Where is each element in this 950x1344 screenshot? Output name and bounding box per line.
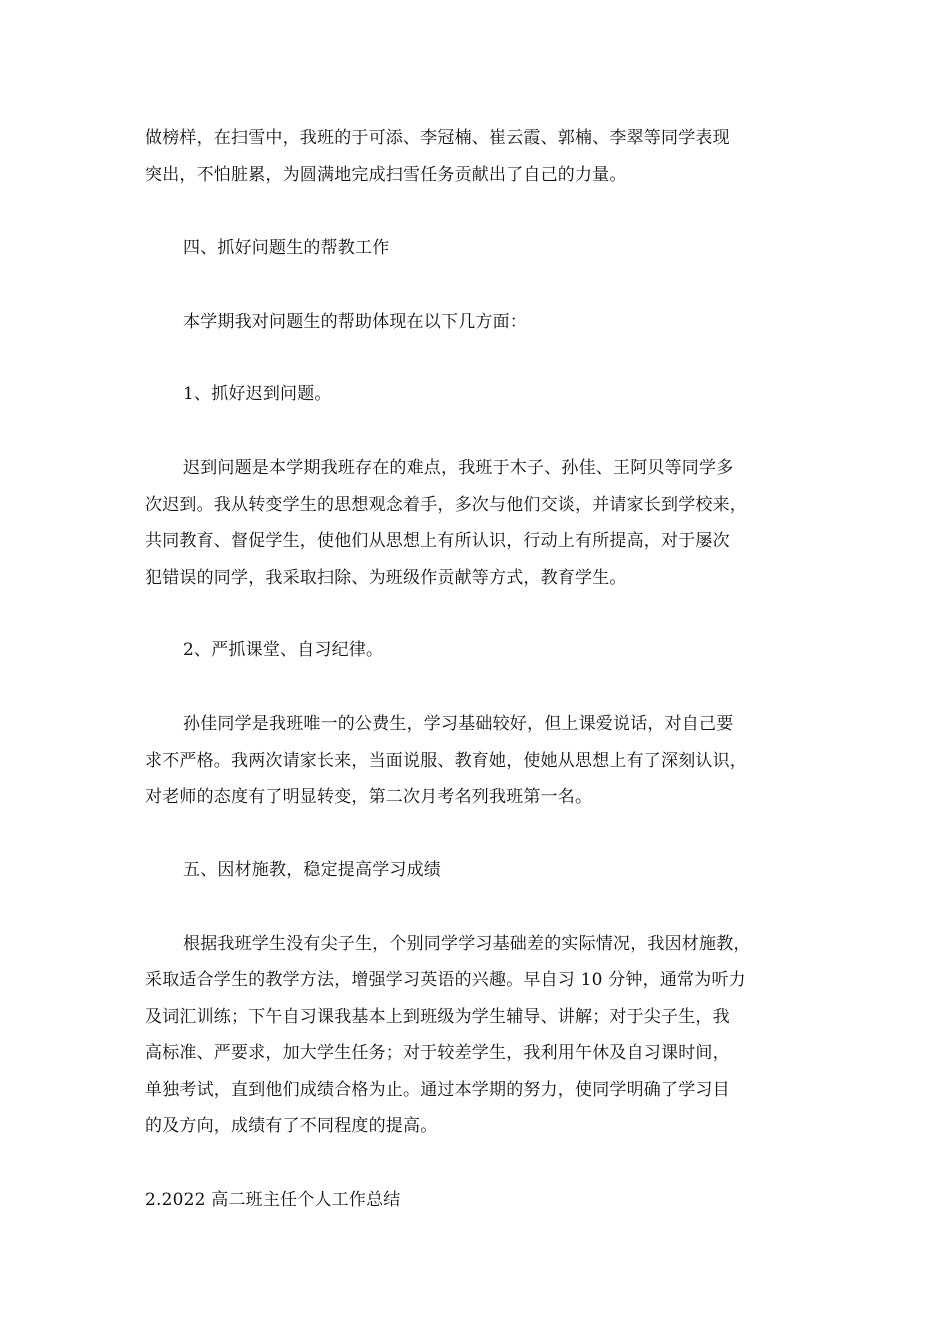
paragraph-line: 对老师的态度有了明显转变，第二次月考名列我班第一名。 <box>145 787 593 807</box>
paragraph-line: 求不严格。我两次请家长来，当面说服、教育她，使她从思想上有了深刻认识， <box>145 751 747 771</box>
article-title: 2.2022 高二班主任个人工作总结 <box>145 1190 401 1210</box>
paragraph-line: 做榜样，在扫雪中，我班的于可添、李冠楠、崔云霞、郭楠、李翠等同学表现 <box>145 128 730 148</box>
section-heading: 五、因材施教，稳定提高学习成绩 <box>183 860 441 880</box>
paragraph-line: 本学期我对问题生的帮助体现在以下几方面： <box>183 312 527 332</box>
paragraph-line: 根据我班学生没有尖子生，个别同学学习基础差的实际情况，我因材施教， <box>183 934 751 954</box>
section-heading: 四、抓好问题生的帮教工作 <box>183 238 390 258</box>
paragraph-line: 高标准、严要求，加大学生任务；对于较差学生，我利用午休及自习课时间， <box>145 1043 730 1063</box>
paragraph-line: 采取适合学生的教学方法，增强学习英语的兴趣。早自习 10 分钟，通常为听力 <box>145 970 746 990</box>
paragraph-line: 迟到问题是本学期我班存在的难点，我班于木子、孙佳、王阿贝等同学多 <box>183 458 734 478</box>
subheading: 2、严抓课堂、自习纪律。 <box>183 640 384 660</box>
paragraph-line: 次迟到。我从转变学生的思想观念着手，多次与他们交谈，并请家长到学校来， <box>145 495 747 515</box>
paragraph-line: 共同教育、督促学生，使他们从思想上有所认识，行动上有所提高，对于屡次 <box>145 531 730 551</box>
paragraph-line: 的及方向，成绩有了不同程度的提高。 <box>145 1116 438 1136</box>
subheading: 1、抓好迟到问题。 <box>183 384 332 404</box>
paragraph-line: 及词汇训练；下午自习课我基本上到班级为学生辅导、讲解；对于尖子生，我 <box>145 1007 730 1027</box>
paragraph-line: 孙佳同学是我班唯一的公费生，学习基础较好，但上课爱说话，对自己要 <box>183 714 734 734</box>
paragraph-line: 突出，不怕脏累，为圆满地完成扫雪任务贡献出了自己的力量。 <box>145 165 627 185</box>
paragraph-line: 犯错误的同学，我采取扫除、为班级作贡献等方式，教育学生。 <box>145 568 627 588</box>
paragraph-line: 单独考试，直到他们成绩合格为止。通过本学期的努力，使同学明确了学习目 <box>145 1080 730 1100</box>
